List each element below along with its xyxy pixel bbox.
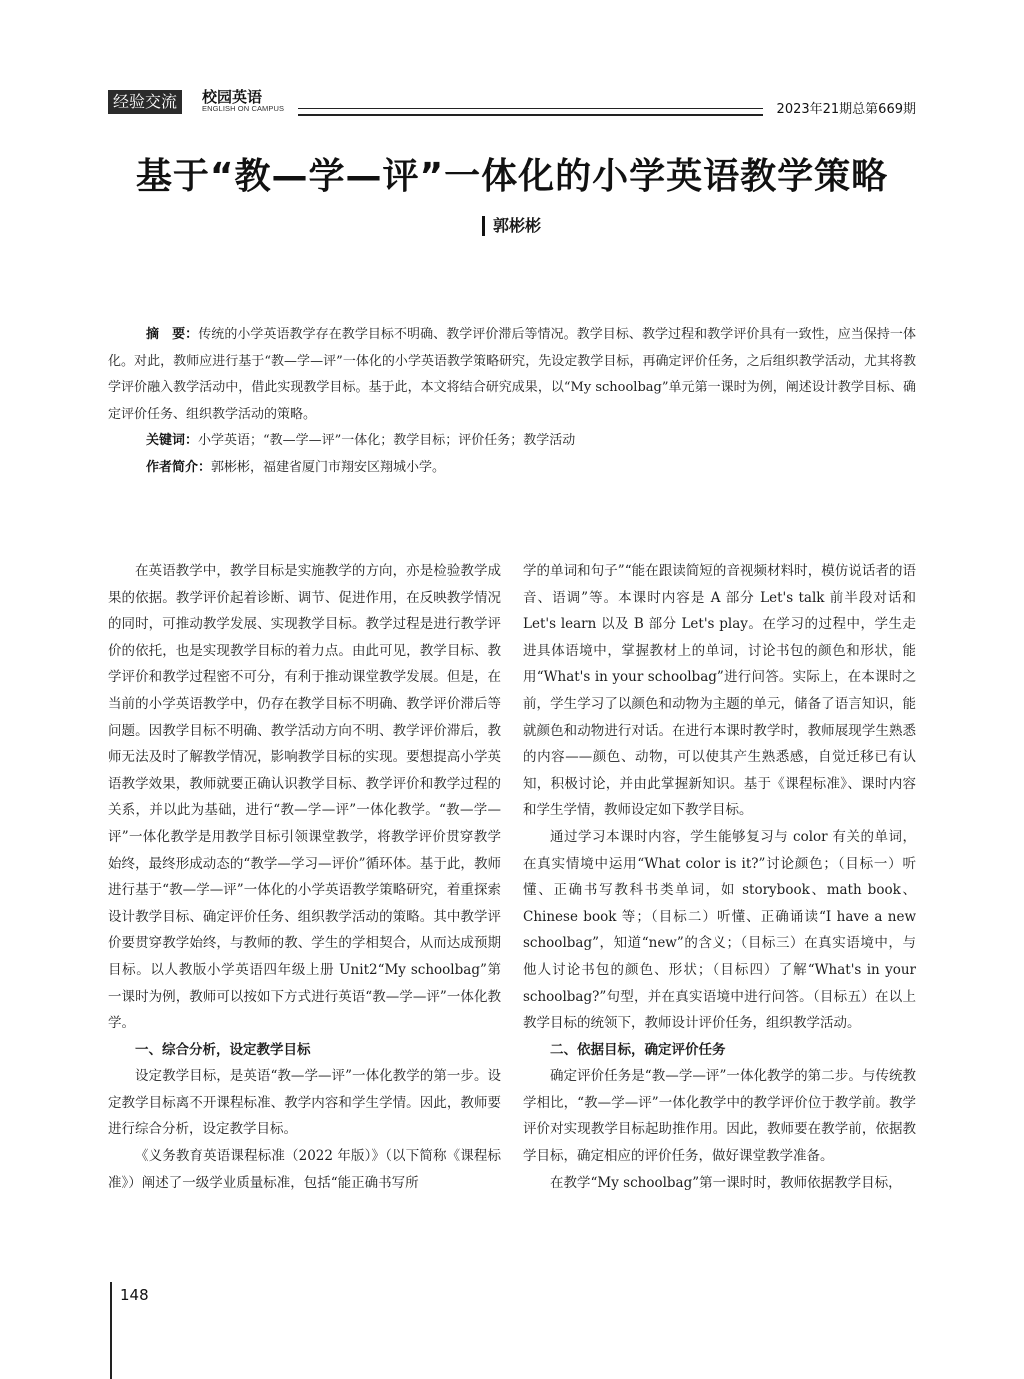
- author-bio-text: 郭彬彬，福建省厦门市翔安区翔城小学。: [211, 459, 446, 475]
- body-paragraph: 设定教学目标，是英语“教—学—评”一体化教学的第一步。设定教学目标离不开课程标准、教学内容和学生学情。因此，教师要进行综合分析，设定教学目标。: [108, 1068, 501, 1138]
- keywords-text: 小学英语；“教—学—评”一体化；教学目标；评价任务；教学活动: [198, 433, 576, 448]
- section-tag: 经验交流: [108, 90, 182, 114]
- body-paragraph: 《义务教育英语课程标准（2022 年版）》（以下简称《课程标准》）阐述了一级学业质量标准，包括“能正确书写所: [108, 1148, 501, 1191]
- author-bio-label: 作者简介：: [146, 459, 212, 475]
- section-heading: 一、综合分析，设定教学目标: [135, 1041, 311, 1058]
- body-column-right: [523, 558, 916, 1196]
- keywords-label: 关键词：: [146, 433, 199, 448]
- section-heading: 二、依据目标，确定评价任务: [550, 1041, 726, 1058]
- abstract-text: 传统的小学英语教学存在教学目标不明确、教学评价滞后等情况。教学目标、教学过程和教学评价具有一致性，应当保持一体化。对此，教师应进行基于“教—学—评”一体化的小学英语教学策略研究，先设定教学目标，再确定评价任务，之后组织教学活动，尤其将教学评价融入教学活动中，借此实现教学目标。基于此，本文将结合研究成果，以“My schoolbag”单元第一课时为例，阐述设计教学目标、确定评价任务、组织教学活动的策略。: [108, 327, 916, 422]
- abstract-block: [108, 322, 916, 481]
- running-header: [108, 88, 916, 118]
- abstract-label: 摘 要：: [146, 327, 199, 342]
- article-title: 基于“教—学—评”一体化的小学英语教学策略: [135, 156, 889, 197]
- body-paragraph: 通过学习本课时内容，学生能够复习与 color 有关的单词，在真实情境中运用“What color is it?”讨论颜色；（目标一）听懂、正确书写教科书类单词，如 storybook、math book、Chinese book 等；（目标二）听懂、正确诵读“I have a new schoolbag”，知道“new”的含义；（目标三）在真实语境中，与他人讨论书包的颜色、形状；（目标四）了解“What's in your schoolbag?”句型，并在真实语境中进行问答。（目标五）在以上教学目标的统领下，教师设计评价任务，组织教学活动。: [523, 828, 916, 1032]
- author-bio-line: [108, 455, 916, 482]
- page-number: 148: [120, 1286, 149, 1304]
- body-paragraph: 学的单词和句子”“能在跟读简短的音视频材料时，模仿说话者的语音、语调”等。本课时内容是 A 部分 Let's talk 前半段对话和 Let's learn 以及 B 部分 Let's play。在学习的过程中，学生走进具体语境中，掌握教材上的单词，讨论书包的颜色和形状，能用“What's in your schoolbag”进行问答。实际上，在本课时之前，学生学习了以颜色和动物为主题的单元，储备了语言知识，能就颜色和动物进行对话。在进行本课时教学时，教师展现学生熟悉的内容——颜色、动物，可以使其产生熟悉感，自觉迁移已有认知，积极讨论，并由此掌握新知识。基于《课程标准》、课时内容和学生学情，教师设定如下教学目标。: [523, 563, 916, 819]
- header-rule: [298, 108, 763, 116]
- keywords-line: [108, 428, 916, 455]
- body-column-left: [108, 558, 501, 1196]
- magazine-subtitle: ENGLISH ON CAMPUS: [202, 104, 285, 113]
- author-name: 郭彬彬: [482, 216, 541, 236]
- body-paragraph: 在教学“My schoolbag”第一课时时，教师依据教学目标，: [550, 1174, 902, 1191]
- abstract-paragraph: [108, 322, 916, 428]
- body-paragraph: 确定评价任务是“教—学—评”一体化教学的第二步。与传统教学相比，“教—学—评”一体化教学中的教学评价位于教学前。教学评价对实现教学目标起助推作用。因此，教师要在教学前，依据教学目标，确定相应的评价任务，做好课堂教学准备。: [523, 1068, 916, 1165]
- footer-rule: [110, 1282, 112, 1379]
- body-paragraph: 在英语教学中，教学目标是实施教学的方向，亦是检验教学成果的依据。教学评价起着诊断、调节、促进作用，在反映教学情况的同时，可推动教学发展、实现教学目标。教学过程是进行教学评价的依托，也是实现教学目标的着力点。由此可见，教学目标、教学评价和教学过程密不可分，有利于推动课堂教学发展。但是，在当前的小学英语教学中，仍存在教学目标不明确、教学评价滞后等问题。因教学目标不明确、教学活动方向不明、教学评价滞后，教师无法及时了解教学情况，影响教学目标的实现。要想提高小学英语教学效果，教师就要正确认识教学目标、教学评价和教学过程的关系，并以此为基础，进行“教—学—评”一体化教学。“教—学—评”一体化教学是用教学目标引领课堂教学，将教学评价贯穿教学始终，最终形成动态的“教学—学习—评价”循环体。基于此，教师进行基于“教—学—评”一体化的小学英语教学策略研究，着重探索设计教学目标、确定评价任务、组织教学活动的策略。其中教学评价要贯穿教学始终，与教师的教、学生的学相契合，从而达成预期目标。以人教版小学英语四年级上册 Unit2“My schoolbag”第一课时为例，教师可以按如下方式进行英语“教—学—评”一体化教学。: [108, 563, 501, 1032]
- magazine-name: 校园英语: [202, 88, 263, 106]
- issue-info: 2023年21期总第669期: [776, 102, 916, 117]
